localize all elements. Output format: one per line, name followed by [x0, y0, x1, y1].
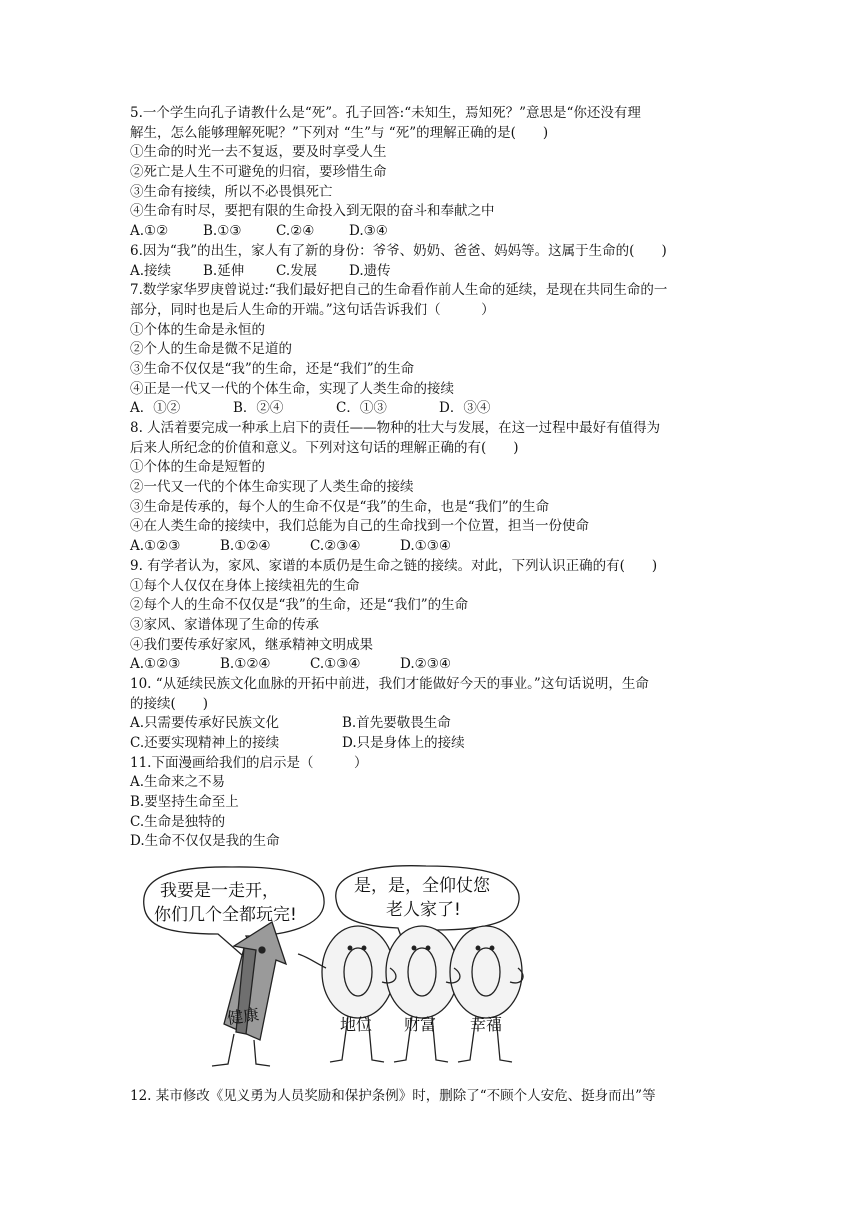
bubble-right-line-1: 是，是，全仰仗您 — [354, 876, 490, 897]
label-happiness: 幸福 — [470, 1015, 503, 1035]
option-d: D.③④ — [349, 223, 388, 240]
option-a: A.只需要传承好民族文化 — [130, 715, 280, 732]
question-9 — [130, 557, 730, 675]
question-9-options — [130, 655, 730, 675]
question-10-options-row-1 — [130, 714, 730, 734]
bubble-left-line-1: 我要是一走开， — [160, 881, 279, 902]
question-8-stem-1: 8. 人活着要完成一种承上启下的责任——物种的壮大与发展，在这一过程中最好有值得为 — [130, 420, 661, 436]
question-11-stem: 11.下面漫画给我们的启示是（ ） — [130, 754, 368, 771]
option-c: C.②③④ — [310, 538, 361, 555]
question-5-options — [130, 222, 730, 242]
zero-figure-happiness — [450, 926, 522, 1018]
option-a: A．①② — [130, 400, 181, 417]
option-d: D.遗传 — [349, 262, 391, 279]
question-7 — [130, 281, 730, 419]
question-10-stem-2: 的接续( ) — [130, 695, 209, 712]
question-12-stem: 12. 某市修改《见义勇为人员奖励和保护条例》时，删除了“不顾个人安危、挺身而出”等 — [130, 1088, 656, 1104]
zero-figure-status — [322, 926, 394, 1018]
question-7-stem-2: 部分，同时也是后人生命的开端。”这句话告诉我们（ ） — [130, 301, 495, 318]
comic-drawing — [136, 864, 536, 1069]
question-9-statement-2: ②每个人的生命不仅仅是“我”的生命，还是“我们”的生命 — [130, 597, 469, 614]
option-a: A.①② — [130, 223, 169, 240]
question-5-statement-1: ①生命的时光一去不复返，要及时享受人生 — [130, 144, 387, 161]
question-5-stem-2: 解生，怎么能够理解死呢？”下列对 “生”与 “死”的理解正确的是( ) — [130, 124, 549, 141]
label-health: 健康 — [225, 1004, 261, 1029]
question-11 — [130, 754, 730, 852]
question-9-statement-3: ③家风、家谱体现了生命的传承 — [130, 616, 319, 633]
question-6-options — [130, 262, 730, 282]
option-c: C．①③ — [336, 400, 387, 417]
option-b: B.首先要敬畏生命 — [342, 715, 451, 732]
option-d: D.②③④ — [400, 656, 451, 673]
question-8-options — [130, 537, 730, 557]
question-8-stem-2: 后来人所纪念的价值和意义。下列对这句话的理解正确的有( ) — [130, 439, 519, 456]
option-c: C.①③④ — [310, 656, 361, 673]
question-5-statement-2: ②死亡是人生不可避免的归宿，要珍惜生命 — [130, 164, 387, 181]
label-status: 地位 — [340, 1015, 373, 1035]
question-list — [130, 104, 730, 1069]
option-d: D．③④ — [439, 400, 491, 417]
bubble-left-line-2: 你们几个全都玩完! — [154, 905, 297, 926]
option-a: A.①②③ — [130, 538, 181, 555]
question-8 — [130, 419, 730, 557]
question-9-stem: 9. 有学者认为，家风、家谱的本质仍是生命之链的接续。对此，下列认识正确的有( ) — [130, 557, 658, 574]
question-9-statement-4: ④我们要传承好家风，继承精神文明成果 — [130, 636, 373, 653]
comic-illustration — [136, 864, 536, 1069]
option-d: D.只是身体上的接续 — [342, 735, 465, 751]
question-7-statement-4: ④正是一代又一代的个体生命，实现了人类生命的接续 — [130, 380, 454, 397]
option-b: B.①②④ — [220, 538, 271, 555]
question-6 — [130, 242, 730, 281]
label-wealth: 财富 — [404, 1015, 437, 1035]
option-c: C.生命是独特的 — [130, 813, 226, 830]
question-10-stem-1: 10. “从延续民族文化血脉的开拓中前进，我们才能做好今天的事业。”这句话说明，生命 — [130, 675, 649, 692]
option-a: A.接续 — [130, 262, 172, 279]
option-d: D.生命不仅仅是我的生命 — [130, 833, 280, 850]
option-b: B.①②④ — [220, 656, 271, 673]
option-c: C.还要实现精神上的接续 — [130, 735, 280, 751]
option-b: B．②④ — [233, 400, 284, 417]
question-7-stem-1: 7.数学家华罗庚曾说过:“我们最好把自己的生命看作前人生命的延续，是现在共同生命的一 — [130, 282, 668, 299]
bubble-right-line-2: 老人家了! — [386, 900, 461, 921]
option-c: C.发展 — [276, 262, 318, 279]
option-b: B.延伸 — [203, 262, 245, 279]
option-a: A.①②③ — [130, 656, 181, 673]
question-7-statement-1: ①个体的生命是永恒的 — [130, 321, 265, 338]
question-5-statement-4: ④生命有时尽，要把有限的生命投入到无限的奋斗和奉献之中 — [130, 203, 495, 220]
zero-figure-wealth — [386, 926, 458, 1018]
question-5 — [130, 104, 730, 242]
question-6-stem: 6.因为“我”的出生，家人有了新的身份：爷爷、奶奶、爸爸、妈妈等。这属于生命的( ) — [130, 242, 667, 259]
question-10-options-row-2 — [130, 734, 730, 754]
question-7-statement-2: ②个人的生命是微不足道的 — [130, 341, 292, 358]
question-5-statement-3: ③生命有接续，所以不必畏惧死亡 — [130, 183, 333, 200]
question-8-statement-1: ①个体的生命是短暂的 — [130, 459, 265, 476]
question-8-statement-4: ④在人类生命的接续中，我们总能为自己的生命找到一个位置，担当一份使命 — [130, 518, 589, 535]
option-a: A.生命来之不易 — [130, 774, 226, 791]
question-8-statement-3: ③生命是传承的，每个人的生命不仅是“我”的生命，也是“我们”的生命 — [130, 498, 550, 515]
question-12 — [130, 1087, 730, 1107]
question-8-statement-2: ②一代又一代的个体生命实现了人类生命的接续 — [130, 479, 414, 496]
question-7-statement-3: ③生命不仅仅是“我”的生命，还是“我们”的生命 — [130, 360, 415, 377]
question-7-options — [130, 399, 730, 419]
option-c: C.②④ — [276, 223, 315, 240]
option-b: B.要坚持生命至上 — [130, 794, 239, 811]
option-d: D.①③④ — [400, 538, 451, 555]
question-5-stem-1: 5.一个学生向孔子请教什么是“死”。孔子回答:“未知生，焉知死？”意思是“你还没有理 — [130, 105, 641, 121]
option-b: B.①③ — [203, 223, 242, 240]
question-10 — [130, 675, 730, 754]
question-9-statement-1: ①每个人仅仅在身体上接续祖先的生命 — [130, 577, 360, 594]
